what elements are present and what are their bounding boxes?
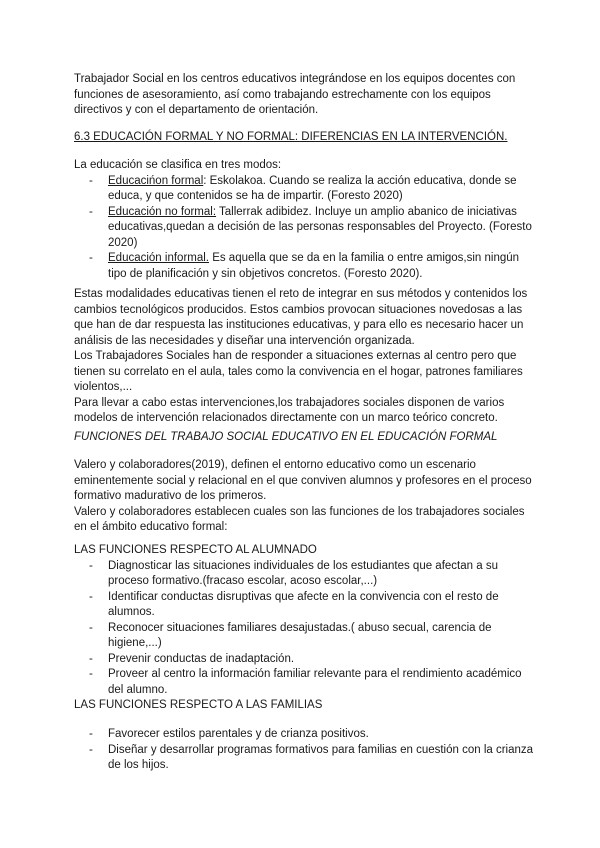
list-item	[74, 174, 534, 205]
mode-text: Tallerrak adibidez. Incluye un amplio abanico de iniciativas educativas,quedan a decisión de las personas responsables del Proyecto. (Foresto 2020)	[108, 205, 532, 249]
alumnado-heading: LAS FUNCIONES RESPECTO AL ALUMNADO	[74, 544, 317, 556]
alumnado-section	[74, 543, 534, 698]
paragraph: Para llevar a cabo estas intervenciones,los trabajadores sociales disponen de varios modelos de intervención relacionados directamente con un marco teórico concreto.	[74, 396, 505, 424]
list-item	[74, 205, 534, 252]
section-heading: 6.3 EDUCACIÓN FORMAL Y NO FORMAL: DIFERENCIAS EN LA INTERVENCIÓN.	[74, 131, 508, 143]
italic-heading: FUNCIONES DEL TRABAJO SOCIAL EDUCATIVO EN EL EDUCACIÓN FORMAL	[74, 431, 498, 443]
mode-term: Educacińon formal	[108, 174, 204, 187]
list-item	[74, 251, 534, 282]
mode-text: : Eskolakoa. Cuando se realiza la acción educativa, donde se educa, y que contenidos se ha de impartir. (Foresto 2020)	[108, 174, 517, 202]
paragraph: Estas modalidades educativas tienen el reto de integrar en sus métodos y contenidos los cambios tecnológicos producidos. Estos cambios provocan situaciones novedosas a las que han de dar respuesta las instituciones educativas, y para ello es necesario hacer un análisis de las necesidades y diseñar una intervención organizada.	[74, 288, 528, 347]
mode-text: Es aquella que se da en la familia o entre amigos,sin ningún tipo de planificación y sin objetivos concretos. (Foresto 2020).	[108, 252, 520, 280]
list-item: - Diagnosticar las situaciones individuales de los estudiantes que afectan a su proceso formativo.(fracaso escolar, acoso escolar,...)	[74, 559, 534, 590]
list-item: - Favorecer estilos parentales y de crianza positivos.	[74, 727, 534, 743]
familias-heading: LAS FUNCIONES RESPECTO A LAS FAMILIAS	[74, 699, 323, 711]
mode-term: Educación informal.	[108, 252, 209, 264]
education-modes	[74, 158, 534, 282]
list-item: - Identificar conductas disruptivas que afecte en la convivencia con el resto de alumnos.	[74, 590, 534, 621]
paragraph: Los Trabajadores Sociales han de responder a situaciones externas al centro pero que tienen su correlato en el aula, tales como la convivencia en el hogar, patrones familiares violentos,...	[74, 350, 523, 393]
list-item: - Proveer al centro la información familiar relevante para el rendimiento académico del alumno.	[74, 667, 534, 698]
familias-list	[74, 727, 534, 774]
intro-paragraph: Trabajador Social en los centros educativos integrándose en los equipos docentes con funciones de asesoramiento, así como trabajando estrechamente con los equipos directivos y con el departamento de orientación.	[74, 73, 516, 116]
list-item: - Reconocer situaciones familiares desajustadas.( abuso secual, carencia de higiene,...)	[74, 621, 534, 652]
mode-term: Educación no formal:	[108, 205, 217, 218]
list-item: - Diseñar y desarrollar programas formativos para familias en cuestión con la crianza de los hijos.	[74, 743, 534, 774]
alumnado-list	[74, 559, 534, 699]
modalidades-paragraphs	[74, 287, 534, 427]
valero-paragraphs	[74, 458, 534, 536]
modes-list	[74, 174, 534, 283]
familias-section	[74, 727, 534, 774]
paragraph: Valero y colaboradores(2019), definen el entorno educativo como un escenario eminentemente social y relacional en el que conviven alumnos y profesores en el proceso formativo madurativo de los primeros.	[74, 459, 532, 502]
paragraph: Valero y colaboradores establecen cuales son las funciones de los trabajadores sociales en el ámbito educativo formal:	[74, 505, 525, 533]
modes-intro: La educación se clasifica en tres modos:	[74, 159, 282, 171]
list-item: - Prevenir conductas de inadaptación.	[74, 652, 534, 668]
